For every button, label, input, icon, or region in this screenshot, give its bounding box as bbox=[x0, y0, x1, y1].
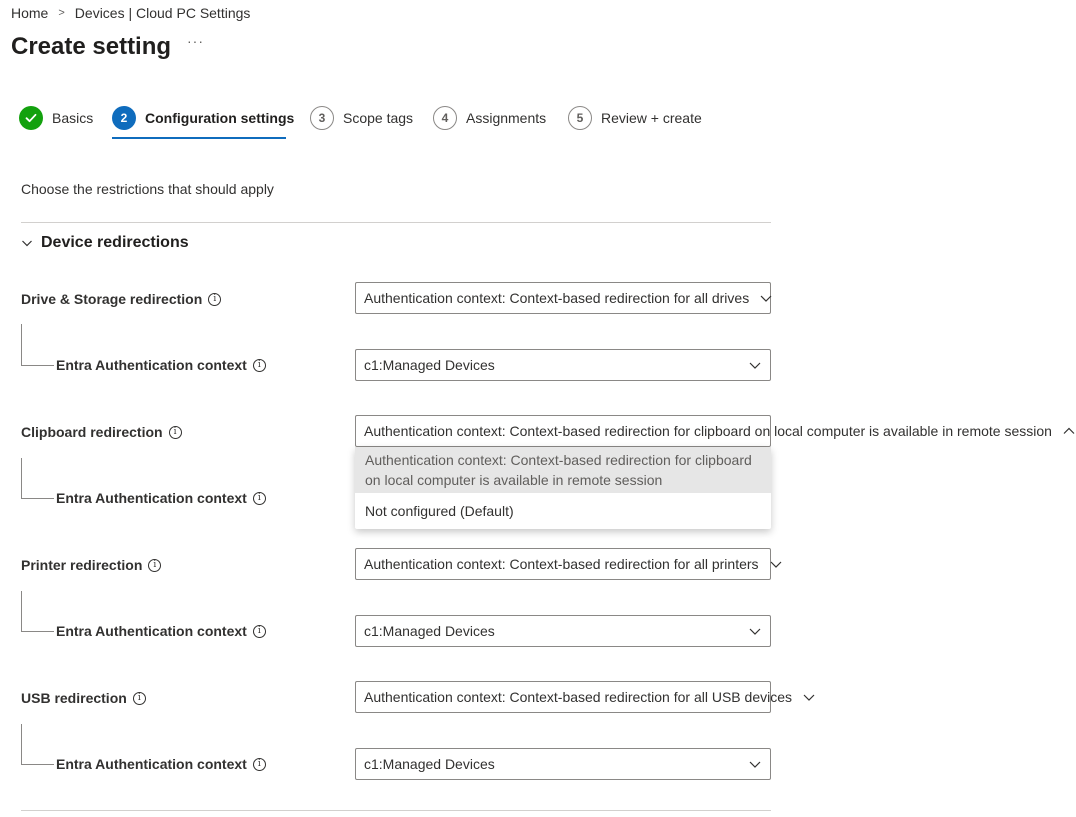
sub-setting-label-text: Entra Authentication context bbox=[56, 623, 247, 639]
tree-connector bbox=[21, 591, 54, 632]
dropdown-value: c1:Managed Devices bbox=[364, 623, 495, 639]
info-icon[interactable]: i bbox=[208, 293, 221, 306]
drive-storage-auth-context-dropdown[interactable] bbox=[355, 349, 771, 381]
dropdown-value: c1:Managed Devices bbox=[364, 357, 495, 373]
section-header-device-redirections[interactable] bbox=[21, 234, 189, 252]
setting-label-drive-storage bbox=[21, 289, 221, 309]
dropdown-value: Authentication context: Context-based redirection for clipboard on local computer is available in remote session bbox=[364, 423, 1052, 439]
breadcrumb-current-link[interactable]: Devices | Cloud PC Settings bbox=[74, 5, 251, 21]
tab-assignments[interactable] bbox=[433, 104, 546, 132]
info-icon[interactable]: i bbox=[253, 492, 266, 505]
active-tab-indicator bbox=[112, 137, 286, 139]
drive-storage-redirection-dropdown[interactable] bbox=[355, 282, 771, 314]
chevron-down-icon bbox=[748, 358, 762, 372]
dropdown-option-selected[interactable]: Authentication context: Context-based redirection for clipboard on local computer is available in remote session bbox=[355, 447, 771, 493]
tab-label: Scope tags bbox=[343, 110, 414, 126]
chevron-down-icon bbox=[759, 291, 773, 305]
breadcrumb-home-link[interactable]: Home bbox=[11, 5, 49, 21]
tab-scope-tags[interactable] bbox=[310, 104, 413, 132]
usb-redirection-dropdown[interactable] bbox=[355, 681, 793, 713]
page-description: Choose the restrictions that should apply bbox=[21, 181, 274, 197]
setting-label-text: Clipboard redirection bbox=[21, 424, 163, 440]
printer-redirection-dropdown[interactable] bbox=[355, 548, 771, 580]
info-icon[interactable]: i bbox=[253, 758, 266, 771]
setting-label-text: Drive & Storage redirection bbox=[21, 291, 203, 307]
tab-label: Configuration settings bbox=[145, 110, 295, 126]
dropdown-value: c1:Managed Devices bbox=[364, 756, 495, 772]
clipboard-dropdown-menu bbox=[355, 447, 771, 529]
sub-setting-label-text: Entra Authentication context bbox=[56, 756, 247, 772]
dropdown-value: Authentication context: Context-based redirection for all drives bbox=[364, 290, 750, 306]
info-icon[interactable]: i bbox=[133, 692, 146, 705]
checkmark-icon bbox=[19, 106, 43, 130]
tree-connector bbox=[21, 324, 54, 366]
tree-connector bbox=[21, 724, 54, 765]
sub-setting-label-clipboard bbox=[56, 488, 266, 508]
tab-basics[interactable] bbox=[19, 104, 93, 132]
info-icon[interactable]: i bbox=[148, 559, 161, 572]
tab-configuration-settings[interactable] bbox=[112, 104, 294, 132]
section-title: Device redirections bbox=[41, 234, 189, 251]
tab-label: Assignments bbox=[466, 110, 547, 126]
setting-label-usb bbox=[21, 688, 146, 708]
chevron-up-icon bbox=[1062, 424, 1076, 438]
chevron-down-icon bbox=[748, 757, 762, 771]
setting-label-text: Printer redirection bbox=[21, 557, 143, 573]
tab-label: Basics bbox=[52, 110, 94, 126]
chevron-down-icon bbox=[21, 237, 33, 249]
step-number-badge: 4 bbox=[433, 106, 457, 130]
dropdown-value: Authentication context: Context-based redirection for all printers bbox=[364, 556, 759, 572]
step-number-badge: 5 bbox=[568, 106, 592, 130]
dropdown-option[interactable]: Not configured (Default) bbox=[365, 503, 514, 519]
setting-label-printer bbox=[21, 555, 161, 575]
chevron-down-icon bbox=[769, 557, 783, 571]
sub-setting-label-usb bbox=[56, 754, 266, 774]
sub-setting-label-text: Entra Authentication context bbox=[56, 357, 247, 373]
info-icon[interactable]: i bbox=[253, 359, 266, 372]
setting-label-clipboard bbox=[21, 422, 182, 442]
tab-review-create[interactable] bbox=[568, 104, 702, 132]
divider bbox=[21, 222, 771, 223]
usb-auth-context-dropdown[interactable] bbox=[355, 748, 771, 780]
sub-setting-label-text: Entra Authentication context bbox=[56, 490, 247, 506]
breadcrumb-separator-icon: > bbox=[58, 7, 65, 19]
info-icon[interactable]: i bbox=[253, 625, 266, 638]
setting-label-text: USB redirection bbox=[21, 690, 127, 706]
info-icon[interactable]: i bbox=[169, 426, 182, 439]
clipboard-redirection-dropdown[interactable] bbox=[355, 415, 1052, 447]
step-number-badge: 3 bbox=[310, 106, 334, 130]
printer-auth-context-dropdown[interactable] bbox=[355, 615, 771, 647]
tree-connector bbox=[21, 458, 54, 499]
sub-setting-label-printer bbox=[56, 621, 266, 641]
chevron-down-icon bbox=[748, 624, 762, 638]
dropdown-value: Authentication context: Context-based redirection for all USB devices bbox=[364, 689, 793, 705]
divider bbox=[21, 810, 771, 811]
step-number-badge: 2 bbox=[112, 106, 136, 130]
breadcrumb bbox=[11, 4, 250, 22]
sub-setting-label-drive-storage bbox=[56, 355, 266, 375]
tab-label: Review + create bbox=[601, 110, 702, 126]
page-title: Create setting bbox=[11, 33, 172, 60]
more-options-icon[interactable]: ··· bbox=[187, 33, 204, 49]
chevron-down-icon bbox=[802, 690, 816, 704]
